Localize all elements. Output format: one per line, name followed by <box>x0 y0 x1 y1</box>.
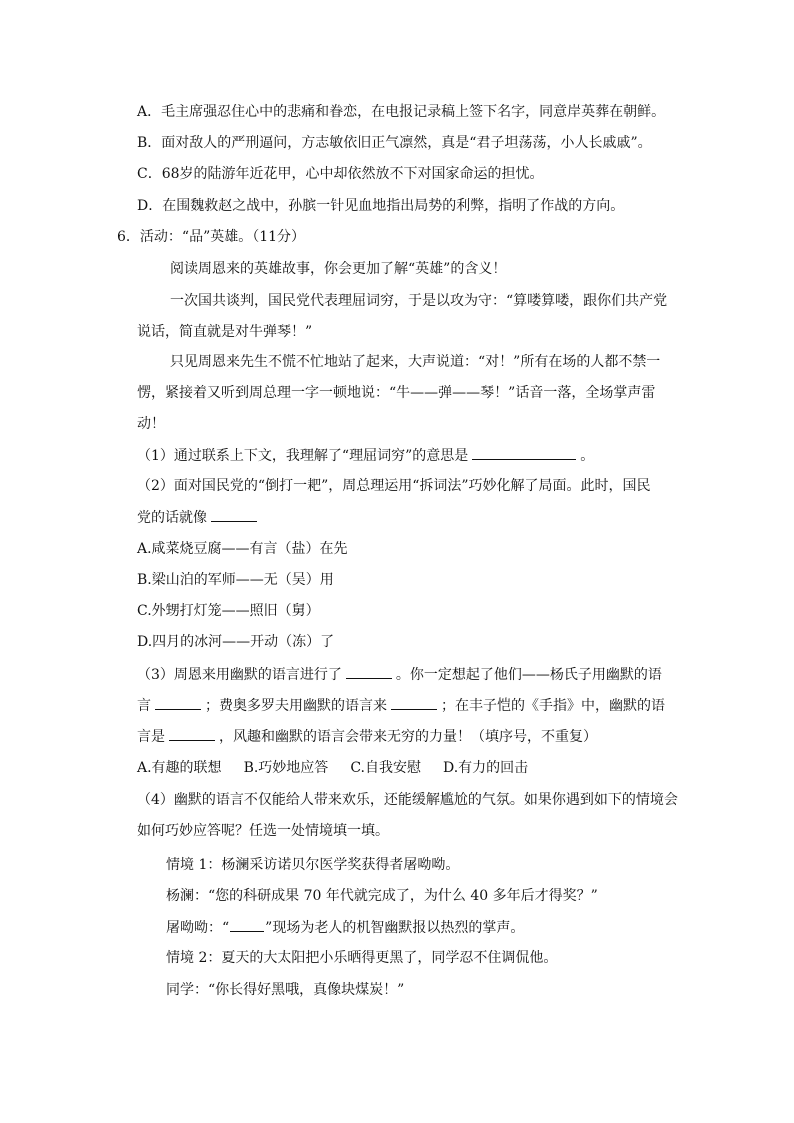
story-p2-line1: 只见周恩来先生不慌不忙地站了起来，大声说道：“对！”所有在场的人都不禁一 <box>170 354 661 370</box>
story-p2-line2: 愣，紧接着又听到周总理一字一顿地说：“牛——弹——琴！”话音一落，全场掌声雷 <box>137 385 656 401</box>
sub3-option-c: C.自我安慰 <box>350 760 421 776</box>
sub3-line1 <box>137 664 662 685</box>
sub3-line3 <box>137 726 597 747</box>
sub4-line2: 如何巧妙应答呢？任选一处情境填一填。 <box>137 823 389 839</box>
sub3-blank-2[interactable] <box>155 695 201 710</box>
sub3-blank-1[interactable] <box>346 664 392 679</box>
sub3-option-d: D.有力的回击 <box>442 760 529 776</box>
sub3-line2 <box>137 695 665 716</box>
sub3-options <box>137 758 528 778</box>
sub1-answer-blank[interactable] <box>472 445 576 460</box>
sub3-line2-text-mid: ；费奥多罗夫用幽默的语言来 <box>205 698 387 714</box>
scene1-title: 情境 1：杨澜采访诺贝尔医学奖获得者屠呦呦。 <box>166 857 460 873</box>
scene2-question: 同学：“你长得好黑哦，真像块煤炭！” <box>166 982 405 998</box>
sub3-option-b: B.巧妙地应答 <box>243 760 329 776</box>
q6-title: 6．活动：“品”英雄。（11分） <box>117 229 306 245</box>
sub3-line3-text: 言是 <box>137 729 165 745</box>
scene1-answer-line <box>166 917 524 938</box>
q6-intro: 阅读周恩来的英雄故事，你会更加了解“英雄”的含义！ <box>170 261 507 277</box>
sub3-line2-text-end: ；在丰子恺的《手指》中，幽默的语 <box>441 698 665 714</box>
q5-option-c: C．68岁的陆游年近花甲，心中却依然放不下对国家命运的担忧。 <box>137 166 544 182</box>
sub2-line1: （2）面对国民党的“倒打一耙”，周总理运用“拆词法”巧妙化解了局面。此时，国民 <box>137 478 651 494</box>
q5-option-a: A．毛主席强忍住心中的悲痛和眷恋，在电报记录稿上签下名字，同意岸英葬在朝鲜。 <box>137 104 666 120</box>
story-p2-line3: 动！ <box>137 416 165 432</box>
sub2-answer-blank[interactable] <box>211 507 257 522</box>
sub2-option-c: C.外甥打灯笼——照旧（舅） <box>137 603 320 619</box>
q5-option-b: B．面对敌人的严刑逼问，方志敏依旧正气凛然，真是“君子坦荡荡，小人长戚戚”。 <box>137 135 652 151</box>
scene1-question: 杨澜：“您的科研成果 70 年代就完成了，为什么 40 多年后才得奖？” <box>166 888 598 904</box>
sub3-option-a: A.有趣的联想 <box>137 760 222 776</box>
scene1-answer-suffix: ”现场为老人的机智幽默报以热烈的掌声。 <box>265 920 525 936</box>
sub1-text: （1）通过联系上下文，我理解了“理屈词穷”的意思是 <box>137 448 469 464</box>
scene1-answer-blank[interactable] <box>230 917 264 932</box>
story-p1-line1: 一次国共谈判，国民党代表理屈词穷，于是以攻为守：“算喽算喽，跟你们共产党 <box>170 293 668 309</box>
sub3-line1-text: （3）周恩来用幽默的语言进行了 <box>137 667 342 683</box>
sub3-blank-3[interactable] <box>391 695 437 710</box>
sub2-option-b: B.梁山泊的军师——无（吴）用 <box>137 572 334 588</box>
sub3-line3-text-end: ，风趣和幽默的语言会带来无穷的力量！（填序号，不重复） <box>219 729 597 745</box>
scene2-title: 情境 2：夏天的大太阳把小乐晒得更黑了，同学忍不住调侃他。 <box>166 950 558 966</box>
sub2-line2 <box>137 507 261 528</box>
sub3-line1-text-end: 。你一定想起了他们——杨氏子用幽默的语 <box>395 667 662 683</box>
q5-option-d: D．在围魏救赵之战中，孙膑一针见血地指出局势的利弊，指明了作战的方向。 <box>137 198 625 214</box>
sub3-blank-4[interactable] <box>169 726 215 741</box>
sub2-option-d: D.四月的冰河——开动（冻）了 <box>137 634 335 650</box>
story-p1-line2: 说话，简直就是对牛弹琴！” <box>137 324 313 340</box>
sub-question-1 <box>137 445 594 466</box>
sub4-line1: （4）幽默的语言不仅能给人带来欢乐，还能缓解尴尬的气氛。如果你遇到如下的情境会 <box>137 792 678 808</box>
sub3-line2-text: 言 <box>137 698 151 714</box>
sub2-option-a: A.咸菜烧豆腐——有言（盐）在先 <box>137 541 348 557</box>
sub2-text: 党的话就像 <box>137 510 207 526</box>
scene1-answer-prefix: 屠呦呦：“ <box>166 920 230 936</box>
sub1-end: 。 <box>580 448 595 464</box>
